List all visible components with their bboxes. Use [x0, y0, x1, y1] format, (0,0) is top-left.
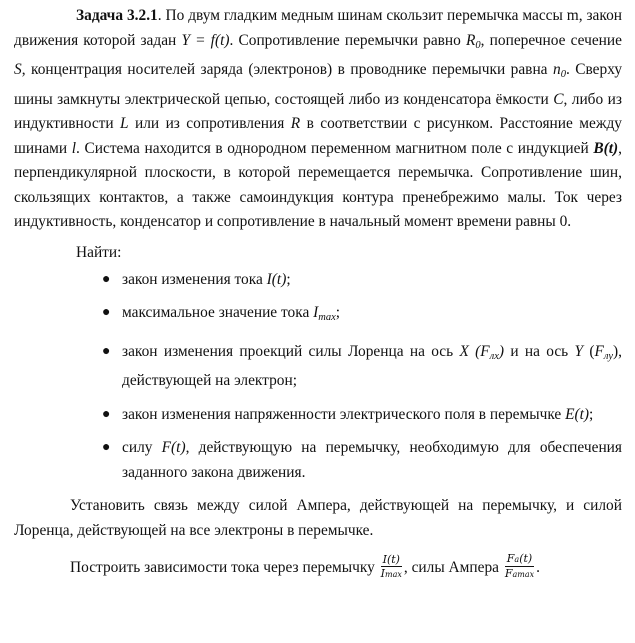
relation-paragraph: Установить связь между силой Ампера, действующей на перемычку, и силой Лоренца, действующей на все электроны в перемычке. — [14, 497, 622, 539]
current-ratio-fraction: $\frac{I(t)}{Imax}$ — [380, 552, 402, 580]
bullet-icon: ● — [102, 305, 111, 320]
list-item: ● закон изменения проекций силы Лоренца на ось X $(F_{лх})$ и на ось Y $(F_{лу})$, действующей на электрон; — [14, 340, 622, 394]
motion-law: Y = f(t) — [181, 31, 230, 49]
bullet-icon: ● — [102, 343, 111, 359]
bullet-icon: ● — [102, 440, 111, 455]
find-label: Найти: — [76, 243, 122, 261]
list-item: ● максимальное значение тока $I_{max}$; — [14, 301, 622, 331]
find-list — [14, 268, 622, 486]
magnetic-induction: B(t) — [593, 139, 619, 157]
list-item: ● закон изменения напряженности электрического поля в перемычке E(t); — [14, 403, 622, 428]
list-item: ● закон изменения тока I(t); — [14, 268, 622, 293]
problem-statement: Задача 3.2.1. По двум гладким медным шинам скользит перемычка массы m, закон движения которой задан Y = f(t). Сопротивление перемычки равно $R_0$, поперечное сечение S, концентрация носителей заряда (электронов) в проводнике перемычки равна $n_0$. Сверху шины замкнуты электрической цепью, состоящей либо из конденсатора ёмкости C, либо из индуктивности L или из сопротивления R в соответствии с рисунком. Расстояние между шинами l. Система находится в однородном переменном магнитном поле с индукцией B(t), перпендикулярной плоскости, в которой перемещается перемычка. Сопротивление шин, скользящих контактов, а также самоиндукция контура пренебрежимо малы. Ток через индуктивность, конденсатор и сопротивление в начальный момент времени равны 0. — [14, 7, 623, 230]
document-page — [14, 4, 622, 597]
problem-title: Задача 3.2.1 — [76, 7, 158, 24]
bullet-icon: ● — [102, 271, 111, 287]
bullet-icon: ● — [102, 406, 111, 422]
build-paragraph: Построить зависимости тока через перемычку $\frac{I(t)}{Imax}$ , силы Ампера $\frac{Fa(t)}{Famax}$ . — [70, 552, 540, 580]
ampere-ratio-fraction: $\frac{Fa(t)}{Famax}$ — [504, 552, 535, 580]
list-item: ● силу F(t), действующую на перемычку, необходимую для обеспечения заданного закона движения. — [14, 436, 622, 485]
